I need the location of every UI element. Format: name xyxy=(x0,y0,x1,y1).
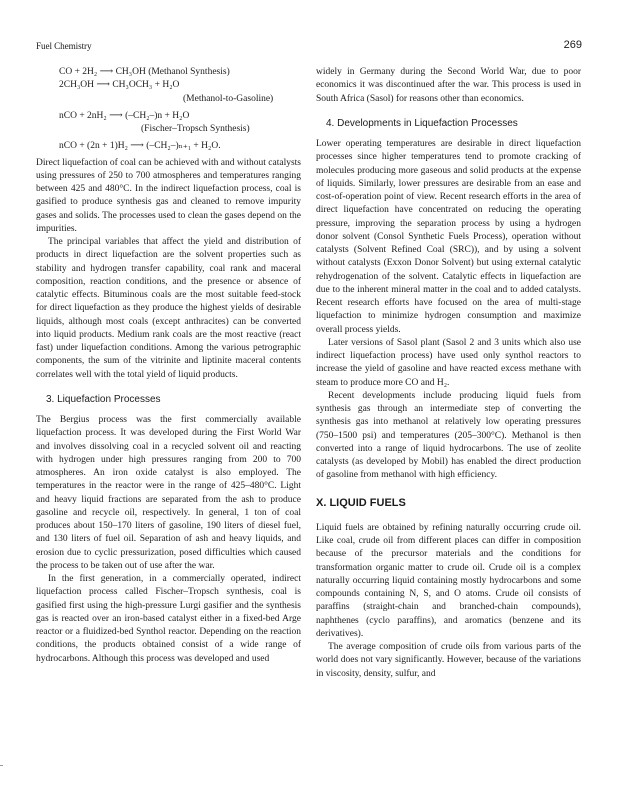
paragraph: The Bergius process was the first commercially available liquefaction process. It was developed during the First World War and involves dissolving coal in a recycled solvent oil and reacting with hydrogen under high pressures ranging from 200 to 700 atmospheres. An iron oxide catalyst is also employed. The temperatures in the reactor were in the range of 425–480°C. Light and heavy liquid fractions are separated from the ash to produce gasoline and recycle oil, respectively. In general, 1 ton of coal produces about 150–170 liters of gasoline, 190 liters of diesel fuel, and 130 liters of fuel oil. Separation of ash and heavy liquids, and erosion due to cyclic pressurization, posed difficulties which caused the process to be taken out of use after the war. xyxy=(36,415,301,571)
running-head: Fuel Chemistry xyxy=(36,41,92,51)
paragraph: In the first generation, in a commercially operated, indirect liquefaction process called Fischer–Tropsch synthesis, coal is gasified first using the high-pressure Lurgi gasifier and the synthesis gas is reacted over an iron-based catalyst either in a fixed-bed Arge reactor or a fluidized-bed Synthol reactor. Depending on the reaction conditions, the products obtained consist of a wide range of hydrocarbons. Although this process was developed and used xyxy=(36,574,301,664)
paragraph: Recent developments include producing liquid fuels from synthesis gas through an intermediate step of converting the synthesis gas into methanol at relatively low operating pressures (750–1500 psi) and temperatures (205–300°C). Methanol is then converted into a range of liquid hydrocarbons. The use of zeolite catalysts (as developed by Mobil) has enabled the direct production of gasoline from methanol with high efficiency. xyxy=(316,390,581,481)
paragraph: widely in Germany during the Second World War, due to poor economics it was discontinued after the war. This process is used in South Africa (Sasol) for reasons other than economics. xyxy=(316,67,581,104)
equation-fischer-tropsch: nCO + 2nH₂ ⟶ (–CH₂–)n + H₂O xyxy=(59,110,190,121)
equation-methanol-to-gasoline: 2CH₃OH ⟶ CH₃OCH₃ + H₂O xyxy=(59,80,180,91)
paragraph: Later versions of Sasol plant (Sasol 2 and 3 units which also use indirect liquefaction process) have used only synthol reactors to increase the yield of gasoline and have reacted excess methane with steam to produce more CO and H₂. xyxy=(316,337,581,388)
section-heading-liquefaction-processes: 3. Liquefaction Processes xyxy=(46,393,161,405)
paragraph: The average composition of crude oils from various parts of the world does not vary significantly. However, because of the variations in viscosity, density, sulfur, and xyxy=(316,642,581,679)
paragraph: Lower operating temperatures are desirable in direct liquefaction processes since higher temperatures tend to promote cracking of molecules producing more gaseous and solid products at the expense of liquids. Similarly, lower pressures are desirable from an ease and cost-of-operation point of view. Recent research efforts in the area of direct liquefaction have concentrated on reducing the operating pressure, improving the separation process by using a hydrogen donor solvent (Consol Synthetic Fuels Process), operation without catalysts (Solvent Refined Coal (SRC)), and by using a solvent without catalysts (Exxon Donor Solvent) but using external catalytic rehydrogenation of the solvent. Catalytic effects in liquefaction are due to the inherent mineral matter in the coal and to added catalysts. Recent research efforts have focused on the area of multi-stage liquefaction to minimize hydrogen consumption and maximize overall process yields. xyxy=(316,139,581,335)
section-heading-developments: 4. Developments in Liquefaction Processes xyxy=(326,117,518,129)
right-column xyxy=(316,66,581,681)
paragraph: The principal variables that affect the yield and distribution of products in direct liquefaction are the solvent properties such as stability and hydrogen transfer capability, coal rank and maceral composition, reaction conditions, and the presence or absence of catalytic effects. Bituminous coals are the most suitable feed-stock for direct liquefaction as they produce the highest yields of desirable liquids, although most coals (except anthracites) can be converted into liquid products. Medium rank coals are the most reactive (react fast) under liquefaction conditions. Among the various petrographic components, the sum of the vitrinite and liptinite maceral contents correlates well with the total yield of liquid products. xyxy=(36,237,301,380)
paragraph: Direct liquefaction of coal can be achieved with and without catalysts using pressures of 250 to 700 atmospheres and temperatures ranging between 425 and 480°C. In the indirect liquefaction process, coal is gasified to produce synthesis gas and cleaned to remove impurity gases and solids. The processes used to clean the gases depend on the impurities. xyxy=(36,157,301,234)
section-heading-liquid-fuels: X. LIQUID FUELS xyxy=(316,496,406,509)
equation-methanol-to-gasoline-label: (Methanol-to-Gasoline) xyxy=(183,93,274,104)
left-column xyxy=(36,66,301,666)
paragraph: Liquid fuels are obtained by refining naturally occurring crude oil. Like coal, crude oil from different places can differ in composition because of the precursor materials and the conditions for transformation organic matter to crude oil. Crude oil is a complex naturally occurring liquid containing mostly hydrocarbons and some compounds containing N, S, and O atoms. Crude oil consists of paraffins (straight-chain and branched-chain compounds), naphthenes (cyclo paraffins), and aromatics (benzene and its derivatives). xyxy=(316,522,581,639)
equation-methanol-synthesis: CO + 2H₂ ⟶ CH₃OH (Methanol Synthesis) xyxy=(59,67,230,77)
equation-general-synthesis: nCO + (2n + 1)H₂ ⟶ (–CH₂–)ₙ₊₁ + H₂O. xyxy=(59,141,221,152)
page-number: 269 xyxy=(563,39,582,51)
margin-mark xyxy=(0,765,3,766)
equation-fischer-tropsch-label: (Fischer–Tropsch Synthesis) xyxy=(141,124,250,134)
